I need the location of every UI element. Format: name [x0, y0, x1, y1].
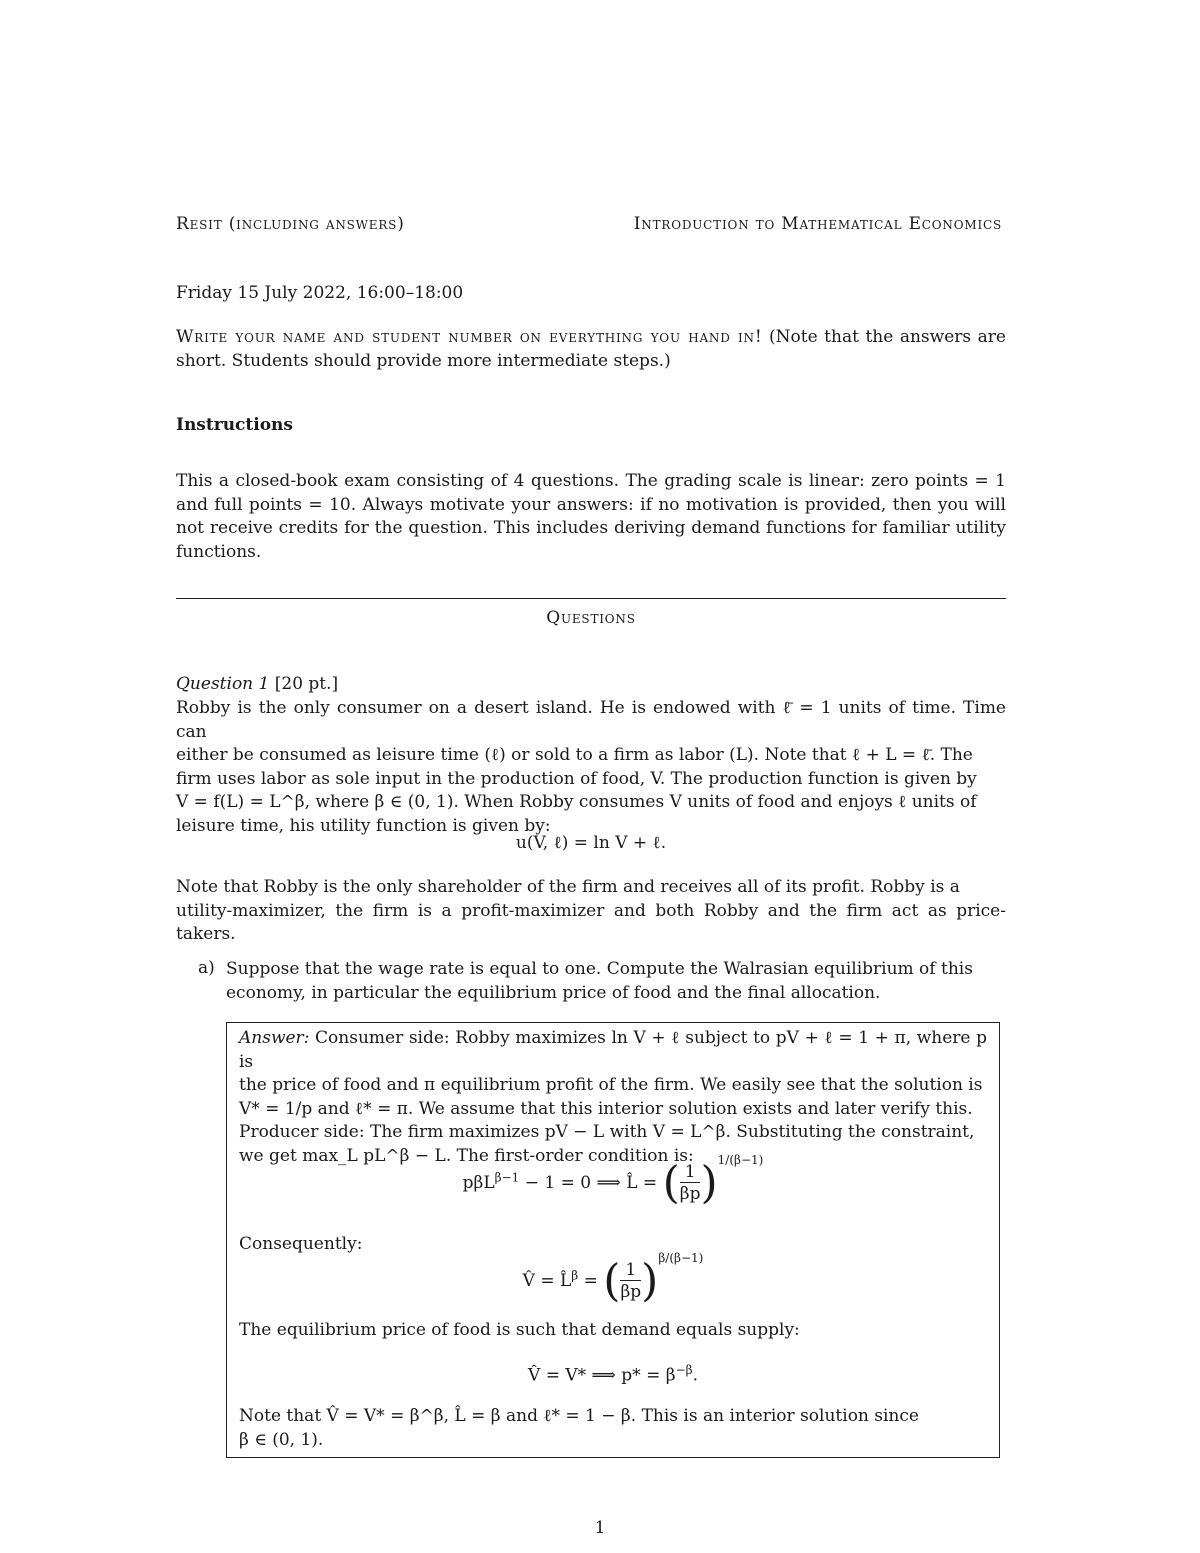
fraction-denominator: βp — [679, 1184, 701, 1204]
fraction-denominator: βp — [620, 1282, 642, 1302]
answer-box — [226, 1022, 1000, 1458]
section-divider — [176, 598, 1006, 599]
question-1-line: firm uses labor as sole input in the production of food, V. The production function is given by — [176, 768, 977, 789]
consequently-label: Consequently: — [239, 1234, 363, 1254]
answer-note-line: β ∈ (0, 1). — [239, 1429, 324, 1450]
foc-exponent: β−1 — [494, 1170, 520, 1185]
v-hat-outer-exponent: β/(β−1) — [658, 1251, 704, 1265]
foc-fraction — [680, 1162, 701, 1205]
question-1-line: leisure time, his utility function is given by: — [176, 815, 551, 836]
foc-outer-exponent: 1/(β−1) — [717, 1153, 764, 1167]
page-number: 1 — [594, 1518, 606, 1538]
fraction-numerator: 1 — [620, 1260, 641, 1281]
question-1-line: either be consumed as leisure time (ℓ) or sold to a firm as labor (L). Note that ℓ + L = ℓ̄. The — [176, 745, 973, 765]
left-paren: ( — [603, 1255, 621, 1307]
question-1-after-line: utility-maximizer, the firm is a profit-maximizer and both Robby and the firm act as price-takers. — [176, 900, 1006, 944]
exam-date: Friday 15 July 2022, 16:00–18:00 — [176, 283, 464, 303]
answer-note-line: Note that V̂ = V* = β^β, L̂ = β and ℓ* = 1 − β. This is an interior solution since — [239, 1406, 919, 1426]
answer-line: the price of food and π equilibrium profit of the firm. We easily see that the solution is — [239, 1075, 983, 1095]
part-a-line: Suppose that the wage rate is equal to one. Compute the Walrasian equilibrium of this — [226, 959, 973, 979]
question-1-label: Question 1 — [176, 674, 270, 694]
left-paren: ( — [662, 1157, 680, 1209]
answer-line: V* = 1/p and ℓ* = π. We assume that this interior solution exists and later verify this. — [239, 1098, 973, 1119]
equilibrium-equation: V̂ = V* ⟹ $p* = \beta^{-\beta}$. — [528, 1363, 698, 1386]
answer-line: Consumer side: Robby maximizes ln V + ℓ subject to pV + ℓ = 1 + π, where p is — [239, 1028, 987, 1072]
part-a-text — [226, 958, 1006, 1005]
foc-lhs: pβL — [462, 1173, 495, 1193]
answer-intro — [239, 1027, 987, 1168]
write-notice — [176, 326, 1006, 373]
equilibrium-eq: V̂ = V* ⟹ p* = β — [528, 1365, 676, 1386]
write-notice-smallcaps: Write your name and student number on everything you hand in! — [176, 327, 763, 347]
question-1-title — [176, 673, 1006, 697]
foc-equation — [227, 1153, 999, 1209]
page-header — [176, 214, 1006, 242]
part-a-line: economy, in particular the equilibrium price of food and the final allocation. — [226, 982, 881, 1003]
instructions-heading: Instructions — [176, 415, 293, 435]
question-1-body — [176, 697, 1006, 838]
instructions-text: This a closed-book exam consisting of 4 questions. The grading scale is linear: zero points = 1 and full points = 10. Always motivate your answers: if no motivation is provided, then you will not receive credits for the question. This includes deriving demand functions for familiar utility functions. — [176, 471, 1006, 562]
fraction-numerator: 1 — [680, 1162, 701, 1183]
right-paren: ) — [641, 1255, 659, 1307]
part-a-label: a) — [198, 958, 215, 978]
foc-mid: − 1 = 0 ⟹ L̂ = — [519, 1173, 658, 1193]
v-hat-beta-exponent: β — [571, 1268, 579, 1283]
v-hat-fraction — [620, 1260, 641, 1303]
question-1-line: Robby is the only consumer on a desert island. He is endowed with ℓ̄ = 1 units of time. Time can — [176, 698, 1006, 742]
question-1-after-line: Note that Robby is the only shareholder of the firm and receives all of its profit. Robby is a — [176, 877, 960, 897]
header-left-title: Resit (including answers) — [176, 214, 405, 234]
question-1-line: V = f(L) = L^β, where β ∈ (0, 1). When Robby consumes V units of food and enjoys ℓ units of — [176, 792, 977, 812]
question-1-points: [20 pt.] — [269, 674, 339, 694]
answer-label: Answer: — [239, 1028, 310, 1048]
v-hat-equation: V̂ = L̂$^\beta$ = ( $\frac{1}{\beta p}$ )$^{\beta/(\beta-1)}$ — [522, 1251, 704, 1307]
equilibrium-text: The equilibrium price of food is such that demand equals supply: — [239, 1320, 800, 1340]
right-paren: ) — [700, 1157, 718, 1209]
v-hat-lhs: V̂ = L̂ — [522, 1271, 572, 1291]
answer-line: we get max_L pL^β − L. The first-order condition is: — [239, 1145, 694, 1166]
write-notice-rest: (Note that the answers are short. Students should provide more intermediate steps.) — [176, 327, 1006, 371]
answer-line: Producer side: The firm maximizes pV − L with V = L^β. Substituting the constraint, — [239, 1122, 975, 1142]
questions-heading: Questions — [546, 608, 636, 628]
header-course-title: Introduction to Mathematical Economics — [633, 214, 1002, 234]
question-1-after — [176, 876, 1006, 947]
equilibrium-exponent: −β — [675, 1363, 693, 1377]
answer-note — [239, 1405, 987, 1452]
utility-equation: u(V, ℓ) = ln V + ℓ. — [515, 833, 667, 853]
